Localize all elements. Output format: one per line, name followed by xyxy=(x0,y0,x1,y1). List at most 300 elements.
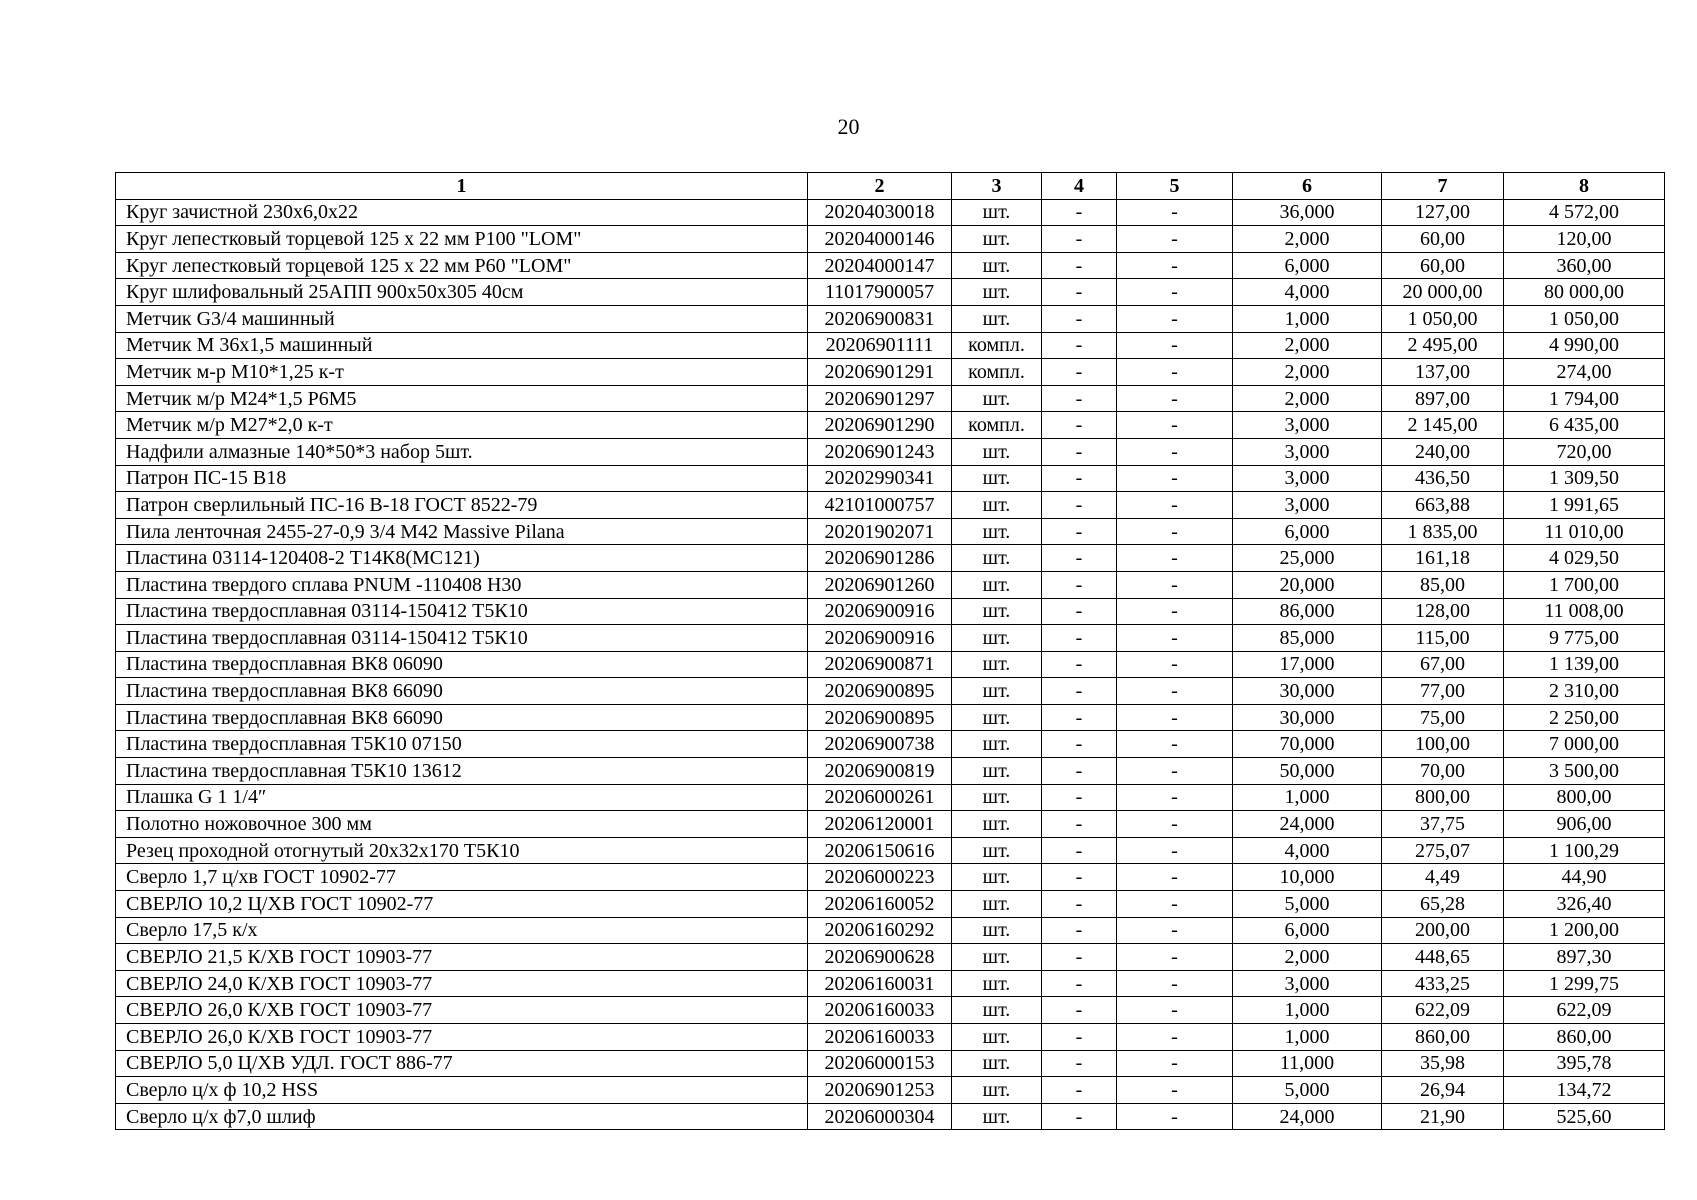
col-5-cell: - xyxy=(1117,492,1233,519)
item-code-cell: 20206900916 xyxy=(808,625,952,652)
price-cell: 35,98 xyxy=(1382,1050,1504,1077)
unit-cell: шт. xyxy=(952,837,1042,864)
table-row xyxy=(116,997,1665,1024)
item-code-cell: 20206901297 xyxy=(808,385,952,412)
col-5-cell: - xyxy=(1117,944,1233,971)
col-4-cell: - xyxy=(1042,1050,1117,1077)
col-5-cell: - xyxy=(1117,252,1233,279)
item-name-cell: Патрон сверлильный ПС-16 В-18 ГОСТ 8522-79 xyxy=(116,492,808,519)
price-cell: 622,09 xyxy=(1382,997,1504,1024)
amount-cell: 6 435,00 xyxy=(1504,412,1665,439)
amount-cell: 720,00 xyxy=(1504,438,1665,465)
amount-cell: 897,30 xyxy=(1504,944,1665,971)
price-cell: 433,25 xyxy=(1382,970,1504,997)
col-5-cell: - xyxy=(1117,1050,1233,1077)
item-code-cell: 42101000757 xyxy=(808,492,952,519)
unit-cell: шт. xyxy=(952,651,1042,678)
table-row xyxy=(116,731,1665,758)
col-5-cell: - xyxy=(1117,758,1233,785)
price-cell: 860,00 xyxy=(1382,1024,1504,1051)
column-header: 4 xyxy=(1042,173,1117,200)
col-5-cell: - xyxy=(1117,678,1233,705)
quantity-cell: 3,000 xyxy=(1233,412,1382,439)
col-5-cell: - xyxy=(1117,1077,1233,1104)
amount-cell: 9 775,00 xyxy=(1504,625,1665,652)
col-4-cell: - xyxy=(1042,917,1117,944)
table-row xyxy=(116,1103,1665,1130)
amount-cell: 800,00 xyxy=(1504,784,1665,811)
table-row xyxy=(116,1024,1665,1051)
col-5-cell: - xyxy=(1117,651,1233,678)
item-name-cell: Патрон ПС-15 В18 xyxy=(116,465,808,492)
item-name-cell: Круг шлифовальный 25АПП 900х50х305 40см xyxy=(116,279,808,306)
col-5-cell: - xyxy=(1117,571,1233,598)
col-4-cell: - xyxy=(1042,625,1117,652)
quantity-cell: 1,000 xyxy=(1233,305,1382,332)
col-5-cell: - xyxy=(1117,917,1233,944)
table-row xyxy=(116,784,1665,811)
unit-cell: шт. xyxy=(952,305,1042,332)
unit-cell: шт. xyxy=(952,438,1042,465)
table-row xyxy=(116,598,1665,625)
item-code-cell: 20204000146 xyxy=(808,226,952,253)
unit-cell: шт. xyxy=(952,864,1042,891)
item-code-cell: 20206900819 xyxy=(808,758,952,785)
unit-cell: шт. xyxy=(952,226,1042,253)
price-cell: 161,18 xyxy=(1382,545,1504,572)
table-row xyxy=(116,944,1665,971)
item-name-cell: Метчик G3/4 машинный xyxy=(116,305,808,332)
unit-cell: шт. xyxy=(952,1103,1042,1130)
quantity-cell: 2,000 xyxy=(1233,226,1382,253)
column-header: 2 xyxy=(808,173,952,200)
unit-cell: шт. xyxy=(952,1050,1042,1077)
item-name-cell: СВЕРЛО 5,0 Ц/ХВ УДЛ. ГОСТ 886-77 xyxy=(116,1050,808,1077)
unit-cell: шт. xyxy=(952,571,1042,598)
col-4-cell: - xyxy=(1042,465,1117,492)
col-5-cell: - xyxy=(1117,625,1233,652)
item-code-cell: 11017900057 xyxy=(808,279,952,306)
col-5-cell: - xyxy=(1117,864,1233,891)
col-4-cell: - xyxy=(1042,518,1117,545)
price-cell: 77,00 xyxy=(1382,678,1504,705)
col-4-cell: - xyxy=(1042,252,1117,279)
unit-cell: компл. xyxy=(952,359,1042,386)
price-cell: 128,00 xyxy=(1382,598,1504,625)
item-code-cell: 20206000261 xyxy=(808,784,952,811)
col-4-cell: - xyxy=(1042,784,1117,811)
price-cell: 127,00 xyxy=(1382,199,1504,226)
amount-cell: 1 794,00 xyxy=(1504,385,1665,412)
item-name-cell: СВЕРЛО 24,0 К/ХВ ГОСТ 10903-77 xyxy=(116,970,808,997)
item-code-cell: 20206150616 xyxy=(808,837,952,864)
col-4-cell: - xyxy=(1042,545,1117,572)
price-cell: 75,00 xyxy=(1382,704,1504,731)
item-name-cell: Пластина твердосплавная ВК8 06090 xyxy=(116,651,808,678)
col-4-cell: - xyxy=(1042,279,1117,306)
unit-cell: шт. xyxy=(952,784,1042,811)
unit-cell: шт. xyxy=(952,944,1042,971)
item-code-cell: 20206901286 xyxy=(808,545,952,572)
item-code-cell: 20201902071 xyxy=(808,518,952,545)
col-5-cell: - xyxy=(1117,811,1233,838)
unit-cell: шт. xyxy=(952,465,1042,492)
item-name-cell: Сверло ц/х ф7,0 шлиф xyxy=(116,1103,808,1130)
unit-cell: шт. xyxy=(952,279,1042,306)
quantity-cell: 50,000 xyxy=(1233,758,1382,785)
table-row xyxy=(116,412,1665,439)
col-5-cell: - xyxy=(1117,518,1233,545)
amount-cell: 274,00 xyxy=(1504,359,1665,386)
amount-cell: 1 700,00 xyxy=(1504,571,1665,598)
item-code-cell: 20206160033 xyxy=(808,1024,952,1051)
item-name-cell: Пила ленточная 2455-27-0,9 3/4 M42 Massive Pilana xyxy=(116,518,808,545)
item-code-cell: 20206900628 xyxy=(808,944,952,971)
item-name-cell: Полотно ножовочное 300 мм xyxy=(116,811,808,838)
unit-cell: шт. xyxy=(952,758,1042,785)
item-code-cell: 20206160031 xyxy=(808,970,952,997)
column-header: 6 xyxy=(1233,173,1382,200)
amount-cell: 326,40 xyxy=(1504,891,1665,918)
price-cell: 70,00 xyxy=(1382,758,1504,785)
table-row xyxy=(116,545,1665,572)
item-code-cell: 20206901111 xyxy=(808,332,952,359)
item-name-cell: Пластина 03114-120408-2 Т14К8(МС121) xyxy=(116,545,808,572)
quantity-cell: 70,000 xyxy=(1233,731,1382,758)
col-5-cell: - xyxy=(1117,1103,1233,1130)
unit-cell: шт. xyxy=(952,545,1042,572)
quantity-cell: 17,000 xyxy=(1233,651,1382,678)
col-5-cell: - xyxy=(1117,412,1233,439)
table-row xyxy=(116,1050,1665,1077)
price-cell: 275,07 xyxy=(1382,837,1504,864)
price-cell: 26,94 xyxy=(1382,1077,1504,1104)
col-4-cell: - xyxy=(1042,864,1117,891)
quantity-cell: 1,000 xyxy=(1233,997,1382,1024)
amount-cell: 525,60 xyxy=(1504,1103,1665,1130)
item-code-cell: 20206900831 xyxy=(808,305,952,332)
price-cell: 897,00 xyxy=(1382,385,1504,412)
price-cell: 800,00 xyxy=(1382,784,1504,811)
quantity-cell: 85,000 xyxy=(1233,625,1382,652)
col-4-cell: - xyxy=(1042,385,1117,412)
quantity-cell: 2,000 xyxy=(1233,332,1382,359)
price-cell: 20 000,00 xyxy=(1382,279,1504,306)
unit-cell: шт. xyxy=(952,252,1042,279)
table-row xyxy=(116,891,1665,918)
price-cell: 240,00 xyxy=(1382,438,1504,465)
col-4-cell: - xyxy=(1042,970,1117,997)
table-body xyxy=(116,199,1665,1130)
table-row xyxy=(116,970,1665,997)
col-5-cell: - xyxy=(1117,784,1233,811)
table-row xyxy=(116,199,1665,226)
table-row xyxy=(116,359,1665,386)
amount-cell: 1 309,50 xyxy=(1504,465,1665,492)
col-4-cell: - xyxy=(1042,1024,1117,1051)
item-code-cell: 20206901290 xyxy=(808,412,952,439)
item-code-cell: 20206160292 xyxy=(808,917,952,944)
col-5-cell: - xyxy=(1117,970,1233,997)
col-5-cell: - xyxy=(1117,465,1233,492)
price-cell: 65,28 xyxy=(1382,891,1504,918)
amount-cell: 1 100,29 xyxy=(1504,837,1665,864)
column-header: 7 xyxy=(1382,173,1504,200)
amount-cell: 1 299,75 xyxy=(1504,970,1665,997)
quantity-cell: 1,000 xyxy=(1233,784,1382,811)
amount-cell: 134,72 xyxy=(1504,1077,1665,1104)
quantity-cell: 30,000 xyxy=(1233,704,1382,731)
column-header: 1 xyxy=(116,173,808,200)
col-5-cell: - xyxy=(1117,891,1233,918)
table-row xyxy=(116,279,1665,306)
table-row xyxy=(116,492,1665,519)
quantity-cell: 3,000 xyxy=(1233,438,1382,465)
col-5-cell: - xyxy=(1117,199,1233,226)
item-name-cell: Плашка G 1 1/4″ xyxy=(116,784,808,811)
col-5-cell: - xyxy=(1117,598,1233,625)
amount-cell: 1 050,00 xyxy=(1504,305,1665,332)
amount-cell: 395,78 xyxy=(1504,1050,1665,1077)
table-row xyxy=(116,252,1665,279)
unit-cell: шт. xyxy=(952,917,1042,944)
price-cell: 2 145,00 xyxy=(1382,412,1504,439)
table-row xyxy=(116,465,1665,492)
item-name-cell: Сверло 1,7 ц/хв ГОСТ 10902-77 xyxy=(116,864,808,891)
table-row xyxy=(116,811,1665,838)
item-name-cell: Пластина твердосплавная 03114-150412 Т5К10 xyxy=(116,625,808,652)
col-4-cell: - xyxy=(1042,571,1117,598)
item-code-cell: 20206901291 xyxy=(808,359,952,386)
unit-cell: шт. xyxy=(952,385,1042,412)
quantity-cell: 3,000 xyxy=(1233,492,1382,519)
unit-cell: шт. xyxy=(952,199,1042,226)
item-name-cell: СВЕРЛО 26,0 К/ХВ ГОСТ 10903-77 xyxy=(116,997,808,1024)
amount-cell: 360,00 xyxy=(1504,252,1665,279)
item-name-cell: Пластина твердосплавная ВК8 66090 xyxy=(116,704,808,731)
quantity-cell: 25,000 xyxy=(1233,545,1382,572)
item-name-cell: Метчик м/р М24*1,5 Р6М5 xyxy=(116,385,808,412)
table-row xyxy=(116,704,1665,731)
price-cell: 1 835,00 xyxy=(1382,518,1504,545)
item-name-cell: СВЕРЛО 21,5 К/ХВ ГОСТ 10903-77 xyxy=(116,944,808,971)
col-4-cell: - xyxy=(1042,651,1117,678)
item-name-cell: Резец проходной отогнутый 20х32х170 Т5К10 xyxy=(116,837,808,864)
table-row xyxy=(116,385,1665,412)
amount-cell: 4 572,00 xyxy=(1504,199,1665,226)
col-5-cell: - xyxy=(1117,385,1233,412)
table-row xyxy=(116,332,1665,359)
item-name-cell: Круг лепестковый торцевой 125 х 22 мм Р60 "LOM" xyxy=(116,252,808,279)
col-5-cell: - xyxy=(1117,359,1233,386)
amount-cell: 80 000,00 xyxy=(1504,279,1665,306)
item-code-cell: 20206120001 xyxy=(808,811,952,838)
col-4-cell: - xyxy=(1042,758,1117,785)
price-cell: 60,00 xyxy=(1382,226,1504,253)
unit-cell: шт. xyxy=(952,598,1042,625)
quantity-cell: 4,000 xyxy=(1233,279,1382,306)
col-5-cell: - xyxy=(1117,305,1233,332)
item-name-cell: Пластина твердосплавная Т5К10 07150 xyxy=(116,731,808,758)
item-code-cell: 20202990341 xyxy=(808,465,952,492)
quantity-cell: 30,000 xyxy=(1233,678,1382,705)
table-row xyxy=(116,917,1665,944)
col-5-cell: - xyxy=(1117,279,1233,306)
column-header: 3 xyxy=(952,173,1042,200)
quantity-cell: 24,000 xyxy=(1233,1103,1382,1130)
quantity-cell: 6,000 xyxy=(1233,518,1382,545)
col-5-cell: - xyxy=(1117,226,1233,253)
unit-cell: шт. xyxy=(952,970,1042,997)
quantity-cell: 6,000 xyxy=(1233,252,1382,279)
col-4-cell: - xyxy=(1042,731,1117,758)
table-row xyxy=(116,651,1665,678)
item-name-cell: СВЕРЛО 10,2 Ц/ХВ ГОСТ 10902-77 xyxy=(116,891,808,918)
col-5-cell: - xyxy=(1117,997,1233,1024)
price-cell: 200,00 xyxy=(1382,917,1504,944)
item-name-cell: Надфили алмазные 140*50*3 набор 5шт. xyxy=(116,438,808,465)
col-4-cell: - xyxy=(1042,811,1117,838)
item-name-cell: СВЕРЛО 26,0 К/ХВ ГОСТ 10903-77 xyxy=(116,1024,808,1051)
amount-cell: 2 310,00 xyxy=(1504,678,1665,705)
amount-cell: 11 010,00 xyxy=(1504,518,1665,545)
item-code-cell: 20204000147 xyxy=(808,252,952,279)
quantity-cell: 4,000 xyxy=(1233,837,1382,864)
unit-cell: шт. xyxy=(952,518,1042,545)
quantity-cell: 3,000 xyxy=(1233,970,1382,997)
table-row xyxy=(116,758,1665,785)
price-cell: 436,50 xyxy=(1382,465,1504,492)
item-code-cell: 20206900916 xyxy=(808,598,952,625)
quantity-cell: 1,000 xyxy=(1233,1024,1382,1051)
unit-cell: шт. xyxy=(952,997,1042,1024)
unit-cell: шт. xyxy=(952,1077,1042,1104)
quantity-cell: 36,000 xyxy=(1233,199,1382,226)
price-cell: 100,00 xyxy=(1382,731,1504,758)
item-code-cell: 20206000153 xyxy=(808,1050,952,1077)
unit-cell: шт. xyxy=(952,1024,1042,1051)
unit-cell: шт. xyxy=(952,625,1042,652)
quantity-cell: 20,000 xyxy=(1233,571,1382,598)
price-cell: 137,00 xyxy=(1382,359,1504,386)
amount-cell: 4 029,50 xyxy=(1504,545,1665,572)
amount-cell: 7 000,00 xyxy=(1504,731,1665,758)
item-code-cell: 20206900895 xyxy=(808,678,952,705)
price-cell: 663,88 xyxy=(1382,492,1504,519)
col-5-cell: - xyxy=(1117,1024,1233,1051)
col-5-cell: - xyxy=(1117,731,1233,758)
item-name-cell: Пластина твердого сплава PNUM -110408 Н30 xyxy=(116,571,808,598)
table-row xyxy=(116,571,1665,598)
table-row xyxy=(116,438,1665,465)
unit-cell: компл. xyxy=(952,412,1042,439)
amount-cell: 2 250,00 xyxy=(1504,704,1665,731)
quantity-cell: 11,000 xyxy=(1233,1050,1382,1077)
quantity-cell: 2,000 xyxy=(1233,385,1382,412)
col-4-cell: - xyxy=(1042,704,1117,731)
item-code-cell: 20204030018 xyxy=(808,199,952,226)
header-row xyxy=(116,173,1665,200)
price-cell: 85,00 xyxy=(1382,571,1504,598)
col-4-cell: - xyxy=(1042,1103,1117,1130)
column-header: 5 xyxy=(1117,173,1233,200)
unit-cell: компл. xyxy=(952,332,1042,359)
price-cell: 4,49 xyxy=(1382,864,1504,891)
amount-cell: 1 139,00 xyxy=(1504,651,1665,678)
item-code-cell: 20206901243 xyxy=(808,438,952,465)
quantity-cell: 5,000 xyxy=(1233,891,1382,918)
col-5-cell: - xyxy=(1117,438,1233,465)
price-cell: 37,75 xyxy=(1382,811,1504,838)
price-cell: 2 495,00 xyxy=(1382,332,1504,359)
col-4-cell: - xyxy=(1042,492,1117,519)
col-4-cell: - xyxy=(1042,598,1117,625)
item-name-cell: Пластина твердосплавная 03114-150412 Т5К10 xyxy=(116,598,808,625)
col-4-cell: - xyxy=(1042,332,1117,359)
col-4-cell: - xyxy=(1042,1077,1117,1104)
amount-cell: 4 990,00 xyxy=(1504,332,1665,359)
item-code-cell: 20206160033 xyxy=(808,997,952,1024)
unit-cell: шт. xyxy=(952,731,1042,758)
col-5-cell: - xyxy=(1117,332,1233,359)
unit-cell: шт. xyxy=(952,891,1042,918)
col-4-cell: - xyxy=(1042,359,1117,386)
table-row xyxy=(116,226,1665,253)
amount-cell: 860,00 xyxy=(1504,1024,1665,1051)
amount-cell: 3 500,00 xyxy=(1504,758,1665,785)
amount-cell: 622,09 xyxy=(1504,997,1665,1024)
price-cell: 115,00 xyxy=(1382,625,1504,652)
column-header: 8 xyxy=(1504,173,1665,200)
item-name-cell: Пластина твердосплавная ВК8 66090 xyxy=(116,678,808,705)
col-5-cell: - xyxy=(1117,704,1233,731)
amount-cell: 11 008,00 xyxy=(1504,598,1665,625)
quantity-cell: 24,000 xyxy=(1233,811,1382,838)
table-row xyxy=(116,305,1665,332)
item-code-cell: 20206900738 xyxy=(808,731,952,758)
item-name-cell: Круг лепестковый торцевой 125 х 22 мм Р100 "LOM" xyxy=(116,226,808,253)
table-row xyxy=(116,864,1665,891)
items-table xyxy=(115,172,1665,1130)
price-cell: 1 050,00 xyxy=(1382,305,1504,332)
col-4-cell: - xyxy=(1042,305,1117,332)
item-code-cell: 20206901260 xyxy=(808,571,952,598)
unit-cell: шт. xyxy=(952,678,1042,705)
item-name-cell: Сверло ц/х ф 10,2 HSS xyxy=(116,1077,808,1104)
price-cell: 448,65 xyxy=(1382,944,1504,971)
amount-cell: 44,90 xyxy=(1504,864,1665,891)
quantity-cell: 2,000 xyxy=(1233,359,1382,386)
quantity-cell: 86,000 xyxy=(1233,598,1382,625)
quantity-cell: 10,000 xyxy=(1233,864,1382,891)
item-name-cell: Метчик м/р М27*2,0 к-т xyxy=(116,412,808,439)
price-cell: 21,90 xyxy=(1382,1103,1504,1130)
item-name-cell: Пластина твердосплавная Т5К10 13612 xyxy=(116,758,808,785)
table-row xyxy=(116,518,1665,545)
col-4-cell: - xyxy=(1042,199,1117,226)
table-row xyxy=(116,837,1665,864)
col-4-cell: - xyxy=(1042,944,1117,971)
table-row xyxy=(116,1077,1665,1104)
item-name-cell: Сверло 17,5 к/х xyxy=(116,917,808,944)
col-4-cell: - xyxy=(1042,438,1117,465)
quantity-cell: 5,000 xyxy=(1233,1077,1382,1104)
page-number: 20 xyxy=(837,114,860,139)
amount-cell: 1 200,00 xyxy=(1504,917,1665,944)
amount-cell: 906,00 xyxy=(1504,811,1665,838)
unit-cell: шт. xyxy=(952,811,1042,838)
col-4-cell: - xyxy=(1042,226,1117,253)
